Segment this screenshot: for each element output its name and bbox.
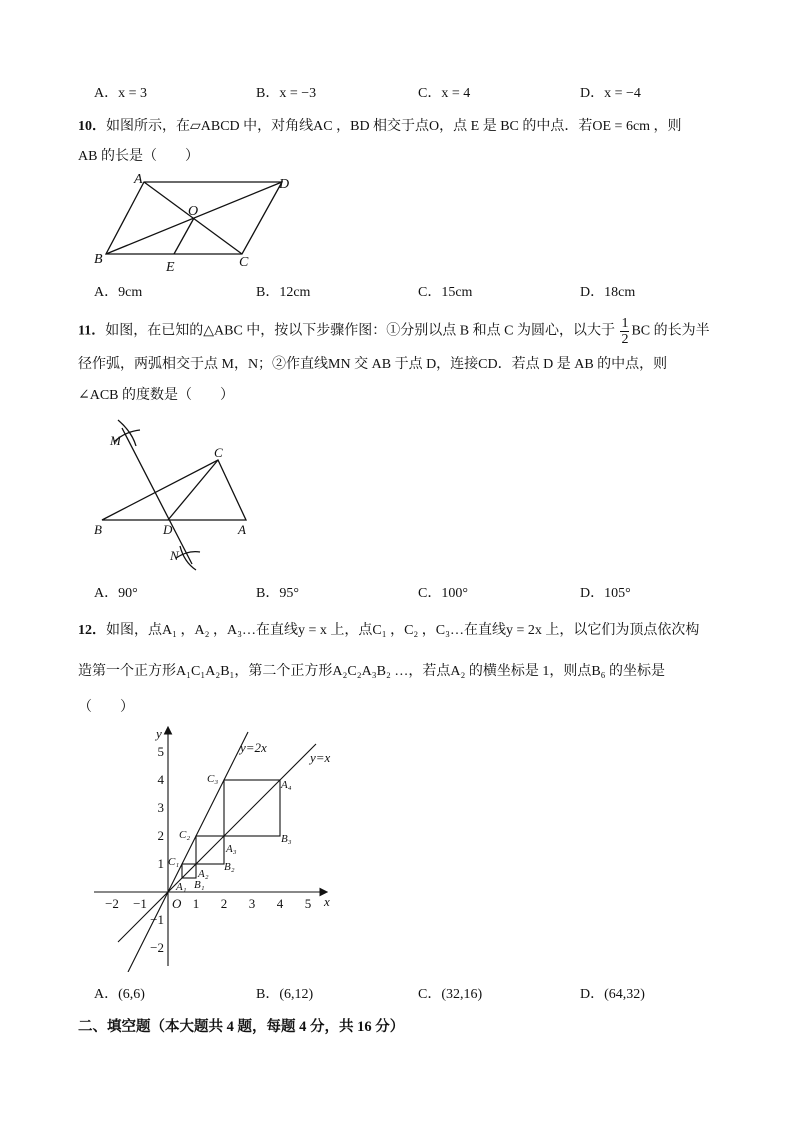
point-b1: B₁ bbox=[194, 879, 205, 891]
q11-line3: ∠ACB 的度数是（ ） bbox=[78, 388, 235, 403]
q12-option-a: A．(6,6) bbox=[94, 987, 145, 1002]
label-e: E bbox=[166, 260, 175, 275]
point-a4: A₄ bbox=[281, 779, 292, 791]
label-a: A bbox=[238, 522, 246, 537]
q9-option-a: A．x = 3 bbox=[94, 86, 148, 101]
arc-n-1 bbox=[180, 546, 196, 570]
q10-line2: AB 的长是（ ） bbox=[78, 149, 199, 164]
label-c: C bbox=[239, 255, 249, 270]
point-a3: A₃ bbox=[226, 843, 237, 855]
q10-number: 10． bbox=[78, 119, 106, 134]
q11-text-1a: 如图，在已知的△ABC 中，按以下步骤作图：①分别以点 B 和点 C 为圆心，以大于 bbox=[105, 323, 615, 339]
section-2-heading: 二、填空题（本大题共 4 题，每题 4 分，共 16 分） bbox=[78, 1019, 405, 1035]
point-c3: C₃ bbox=[207, 773, 219, 785]
fraction-denominator: 2 bbox=[621, 332, 629, 347]
label-a: A bbox=[134, 172, 143, 187]
q11-option-c: C．100° bbox=[418, 586, 468, 601]
x-tick-neg2: −2 bbox=[105, 896, 119, 911]
segment-oe bbox=[174, 218, 194, 254]
q9-option-d: D．x = −4 bbox=[580, 86, 641, 101]
q12-coordinate-graph bbox=[88, 722, 348, 972]
y-tick-1: 1 bbox=[157, 856, 164, 871]
q12-option-c: C．(32,16) bbox=[418, 987, 483, 1002]
q11-option-d: D．105° bbox=[580, 586, 631, 601]
q11-number: 11． bbox=[78, 323, 106, 339]
q10-option-c: C．15cm bbox=[418, 285, 473, 300]
label-o: O bbox=[188, 204, 199, 219]
label-b: B bbox=[94, 252, 103, 267]
q12-line3: （ ） bbox=[78, 700, 134, 715]
point-c1: C₁ bbox=[168, 856, 180, 868]
y-axis-label: y bbox=[156, 726, 162, 741]
triangle-abc bbox=[102, 460, 246, 520]
label-d: D bbox=[279, 177, 290, 192]
y-tick-neg1: −1 bbox=[150, 912, 164, 927]
point-b2: B₂ bbox=[224, 861, 235, 873]
label-d: D bbox=[163, 522, 173, 537]
point-a1: A₁ bbox=[176, 881, 187, 893]
q10-option-b: B．12cm bbox=[256, 285, 311, 300]
line-mn bbox=[122, 428, 192, 564]
point-c2: C₂ bbox=[179, 829, 191, 841]
label-n: N bbox=[170, 548, 179, 563]
q12-line1 bbox=[78, 619, 699, 639]
label-m: M bbox=[110, 433, 121, 448]
q10-option-a: A．9cm bbox=[94, 285, 143, 300]
point-a2: A₂ bbox=[198, 868, 209, 880]
q10-text-1: 如图所示，在▱ABCD 中，对角线AC ，BD 相交于点O，点 E 是 BC 的中点．若OE = 6cm ，则 bbox=[106, 119, 682, 134]
x-tick-1: 1 bbox=[192, 896, 200, 911]
x-tick-neg1: −1 bbox=[133, 896, 147, 911]
q9-option-b: B．x = −3 bbox=[256, 86, 317, 101]
line-y2x-label: y=2x bbox=[240, 740, 267, 755]
q11-option-a: A．90° bbox=[94, 586, 138, 601]
q12-option-d: D．(64,32) bbox=[580, 987, 645, 1002]
point-b3: B₃ bbox=[281, 833, 292, 845]
x-tick-2: 2 bbox=[220, 896, 228, 911]
x-axis-label: x bbox=[324, 894, 330, 909]
origin-label: O bbox=[172, 896, 182, 911]
q10-option-d: D．18cm bbox=[580, 285, 636, 300]
q12-number: 12． bbox=[78, 623, 106, 638]
q11-triangle-figure bbox=[88, 418, 268, 576]
y-tick-2: 2 bbox=[157, 828, 164, 843]
y-tick-neg2: −2 bbox=[150, 940, 164, 955]
label-c: C bbox=[214, 445, 223, 460]
y-tick-3: 3 bbox=[157, 800, 164, 815]
line-yx-label: y=x bbox=[310, 750, 331, 765]
y-tick-5: 5 bbox=[157, 744, 164, 759]
label-b: B bbox=[94, 522, 102, 537]
x-tick-4: 4 bbox=[276, 896, 284, 911]
q11-text-1b: BC 的长为半 bbox=[631, 323, 710, 339]
y-tick-4: 4 bbox=[157, 772, 164, 787]
x-tick-3: 3 bbox=[248, 896, 256, 911]
q11-line2: 径作弧，两弧相交于点 M，N；②作直线MN 交 AB 于点 D，连接CD．若点 D 是 AB 的中点，则 bbox=[78, 357, 668, 372]
q12-line2: 造第一个正方形A₁C₁A₂B₁，第二个正方形A₂C₂A₃B₂ …，若点A₂ 的横坐标是 1，则点B₆ 的坐标是 bbox=[78, 664, 666, 679]
fraction-one-half bbox=[620, 316, 629, 347]
q11-line1 bbox=[78, 316, 710, 347]
q12-text-1: 如图，点A₁ ，A₂ ，A₃…在直线y = x 上，点C₁ ，C₂ ，C₃…在直线y = 2x 上，以它们为顶点依次构 bbox=[106, 623, 700, 638]
q9-option-c: C．x = 4 bbox=[418, 86, 471, 101]
segment-cd bbox=[168, 460, 218, 520]
q10-parallelogram-figure bbox=[88, 168, 308, 276]
q12-option-b: B．(6,12) bbox=[256, 987, 314, 1002]
x-tick-5: 5 bbox=[304, 896, 312, 911]
q10-line1 bbox=[78, 115, 682, 135]
q11-option-b: B．95° bbox=[256, 586, 299, 601]
fraction-numerator: 1 bbox=[621, 316, 629, 331]
